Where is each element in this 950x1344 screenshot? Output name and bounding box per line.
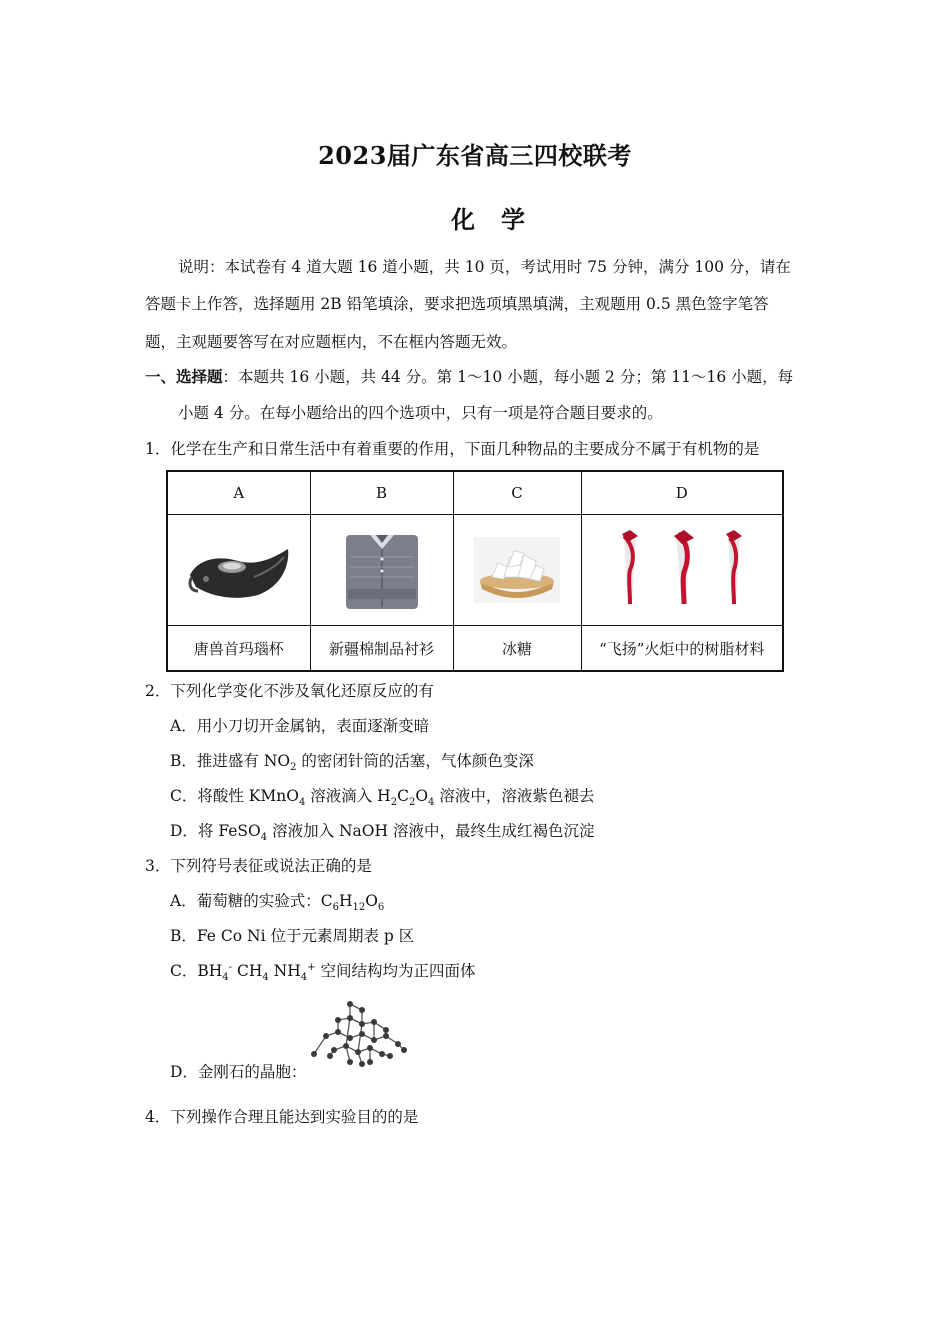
question-2-option-c [170, 786, 595, 809]
q3c-sub-3: 4 [300, 972, 308, 984]
question-3-stem: 3．下列符号表征或说法正确的是 [145, 857, 372, 875]
rock-sugar-image [453, 515, 581, 626]
column-header-b: B [310, 471, 453, 515]
instructions-line-2: 答题卡上作答，选择题用 2B 铅笔填涂，要求把选项填黑填满，主观题用 0.5 黑色签字笔答 [145, 295, 769, 313]
question-2-stem: 2．下列化学变化不涉及氧化还原反应的有 [145, 682, 434, 700]
column-header-a: A [167, 471, 310, 515]
section-1-number: 一、 [145, 367, 177, 386]
question-4-stem: 4．下列操作合理且能达到实验目的的是 [145, 1108, 419, 1126]
question-3-option-c [170, 961, 476, 984]
column-header-c: C [453, 471, 581, 515]
q2b-text-2: 的密闭针筒的活塞，气体颜色变深 [296, 752, 534, 770]
question-2-option-d [170, 821, 595, 844]
q3c-text-4: 空间结构均为正四面体 [315, 962, 476, 980]
question-1-table [166, 470, 784, 672]
diamond-unit-cell-diagram [310, 996, 410, 1074]
option-b-label: 新疆棉制品衬衫 [310, 626, 453, 672]
option-a-label: 唐兽首玛瑙杯 [167, 626, 310, 672]
question-1-stem: 1．化学在生产和日常生活中有着重要的作用，下面几种物品的主要成分不属于有机物的是 [145, 440, 760, 458]
section-1-desc-1: ：本题共 16 小题，共 44 分。第 1～10 小题，每小题 2 分；第 11～16 小题，每 [222, 368, 794, 386]
agate-cup-image [167, 515, 310, 626]
option-c-label: 冰糖 [453, 626, 581, 672]
q3a-sub-2: 12 [352, 902, 366, 914]
q2c-text-5: 溶液中，溶液紫色褪去 [434, 787, 595, 805]
subject-title: 化学 [451, 205, 551, 234]
cotton-shirt-image [310, 515, 453, 626]
question-3-option-d: D．金刚石的晶胞： [170, 1063, 307, 1081]
q2c-text-4: O [415, 787, 429, 805]
q2c-sub-2: 2 [390, 797, 398, 809]
q3c-sup-1: - [228, 961, 233, 973]
q3c-text-3: NH [268, 962, 301, 980]
q3c-text-1: C．BH [170, 962, 223, 980]
option-d-label: “飞扬”火炬中的树脂材料 [581, 626, 783, 672]
question-2-option-b [170, 751, 534, 774]
q3a-text-2: H [338, 892, 353, 910]
q3a-text-1: A．葡萄糖的实验式：C [170, 892, 333, 910]
q3a-sub-1: 6 [332, 902, 339, 914]
q2c-text-1: C．将酸性 KMnO [170, 787, 299, 805]
q2c-sub-4: 4 [428, 797, 435, 809]
q3a-text-3: O [365, 892, 378, 910]
exam-title: 2023届广东省高三四校联考 [318, 141, 632, 170]
q2d-text-2: 溶液加入 NaOH 溶液中，最终生成红褐色沉淀 [267, 822, 595, 840]
section-1-desc-2: 小题 4 分。在每小题给出的四个选项中，只有一项是符合题目要求的。 [178, 404, 663, 422]
q2c-sub-1: 4 [298, 797, 306, 809]
q2c-sub-3: 2 [408, 797, 416, 809]
q3c-text-2: CH [232, 962, 263, 980]
torch-image [581, 515, 783, 626]
q2c-text-3: C [397, 787, 409, 805]
q2b-text-1: B．推进盛有 NO [170, 752, 291, 770]
instructions-line-1: 说明：本试卷有 4 道大题 16 道小题，共 10 页，考试用时 75 分钟，满分 100 分，请在 [178, 258, 791, 276]
q2d-text-1: D．将 FeSO [170, 822, 261, 840]
question-3-option-a [170, 891, 385, 914]
q3c-sup-2: + [307, 961, 316, 973]
q2d-sub: 4 [260, 832, 268, 844]
column-header-d: D [581, 471, 783, 515]
section-1-label: 选择题 [176, 367, 223, 386]
q3c-sub-1: 4 [222, 972, 229, 984]
section-1-heading [145, 367, 793, 387]
q3c-sub-2: 4 [262, 972, 269, 984]
instructions-line-3: 题，主观题要答写在对应题框内，不在框内答题无效。 [145, 333, 518, 351]
q2b-sub: 2 [290, 762, 297, 774]
question-2-option-a: A．用小刀切开金属钠，表面逐渐变暗 [170, 717, 430, 735]
q2c-text-2: 溶液滴入 H [305, 787, 391, 805]
q3a-sub-3: 6 [377, 902, 385, 914]
question-3-option-b: B．Fe Co Ni 位于元素周期表 p 区 [170, 927, 415, 945]
